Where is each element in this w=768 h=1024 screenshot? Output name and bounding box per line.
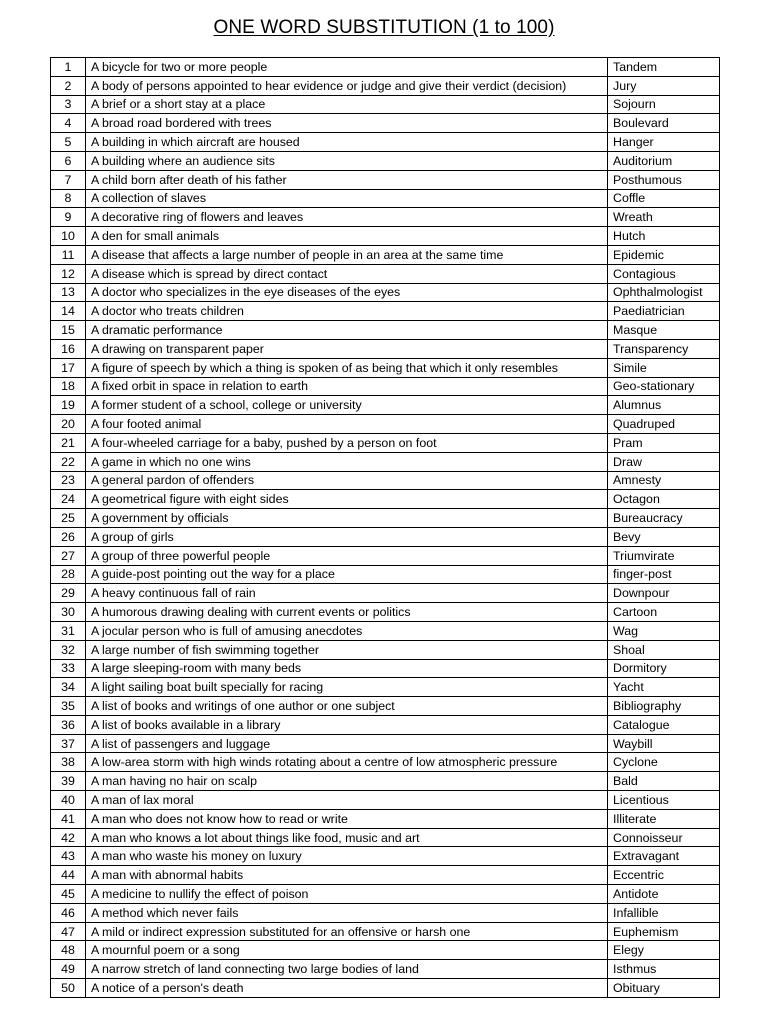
row-number: 11 — [51, 245, 86, 264]
table-row — [51, 922, 720, 941]
row-definition: A child born after death of his father — [86, 170, 608, 189]
table-row — [51, 339, 720, 358]
row-number: 40 — [51, 791, 86, 810]
row-number: 37 — [51, 734, 86, 753]
row-definition: A jocular person who is full of amusing anecdotes — [86, 621, 608, 640]
row-definition: A four-wheeled carriage for a baby, pushed by a person on foot — [86, 433, 608, 452]
row-definition: A man having no hair on scalp — [86, 772, 608, 791]
row-word: Contagious — [608, 264, 720, 283]
row-definition: A collection of slaves — [86, 189, 608, 208]
row-number: 21 — [51, 433, 86, 452]
table-row — [51, 734, 720, 753]
row-word: Bald — [608, 772, 720, 791]
row-definition: A general pardon of offenders — [86, 471, 608, 490]
row-definition: A game in which no one wins — [86, 452, 608, 471]
row-definition: A large number of fish swimming together — [86, 640, 608, 659]
row-definition: A group of three powerful people — [86, 546, 608, 565]
row-definition: A decorative ring of flowers and leaves — [86, 208, 608, 227]
row-word: Euphemism — [608, 922, 720, 941]
row-number: 10 — [51, 227, 86, 246]
row-number: 23 — [51, 471, 86, 490]
row-number: 48 — [51, 941, 86, 960]
row-definition: A brief or a short stay at a place — [86, 95, 608, 114]
row-number: 27 — [51, 546, 86, 565]
table-row — [51, 678, 720, 697]
table-row — [51, 809, 720, 828]
row-number: 3 — [51, 95, 86, 114]
row-number: 34 — [51, 678, 86, 697]
row-definition: A mild or indirect expression substituted for an offensive or harsh one — [86, 922, 608, 941]
row-word: Triumvirate — [608, 546, 720, 565]
table-row — [51, 753, 720, 772]
table-row — [51, 377, 720, 396]
table-row — [51, 114, 720, 133]
row-word: Wag — [608, 621, 720, 640]
table-row — [51, 433, 720, 452]
row-word: Masque — [608, 321, 720, 340]
row-definition: A mournful poem or a song — [86, 941, 608, 960]
row-definition: A man who knows a lot about things like food, music and art — [86, 828, 608, 847]
table-row — [51, 490, 720, 509]
row-number: 36 — [51, 715, 86, 734]
row-word: Hutch — [608, 227, 720, 246]
row-word: Cyclone — [608, 753, 720, 772]
row-definition: A man who waste his money on luxury — [86, 847, 608, 866]
row-definition: A light sailing boat built specially for racing — [86, 678, 608, 697]
row-number: 25 — [51, 509, 86, 528]
row-number: 8 — [51, 189, 86, 208]
document-title: ONE WORD SUBSTITUTION (1 to 100) — [213, 17, 555, 38]
row-definition: A medicine to nullify the effect of poison — [86, 885, 608, 904]
row-number: 39 — [51, 772, 86, 791]
row-definition: A list of passengers and luggage — [86, 734, 608, 753]
row-number: 14 — [51, 302, 86, 321]
row-word: finger-post — [608, 565, 720, 584]
table-row — [51, 509, 720, 528]
row-number: 47 — [51, 922, 86, 941]
row-definition: A building where an audience sits — [86, 151, 608, 170]
row-definition: A geometrical figure with eight sides — [86, 490, 608, 509]
row-word: Transparency — [608, 339, 720, 358]
row-number: 4 — [51, 114, 86, 133]
table-row — [51, 640, 720, 659]
row-number: 35 — [51, 697, 86, 716]
row-number: 6 — [51, 151, 86, 170]
row-definition: A den for small animals — [86, 227, 608, 246]
row-definition: A government by officials — [86, 509, 608, 528]
row-definition: A disease which is spread by direct contact — [86, 264, 608, 283]
row-word: Bevy — [608, 527, 720, 546]
table-row — [51, 245, 720, 264]
row-word: Connoisseur — [608, 828, 720, 847]
row-number: 38 — [51, 753, 86, 772]
row-word: Hanger — [608, 133, 720, 152]
row-definition: A doctor who treats children — [86, 302, 608, 321]
table-row — [51, 151, 720, 170]
row-word: Antidote — [608, 885, 720, 904]
table-row — [51, 603, 720, 622]
row-word: Posthumous — [608, 170, 720, 189]
row-word: Extravagant — [608, 847, 720, 866]
row-word: Amnesty — [608, 471, 720, 490]
table-row — [51, 95, 720, 114]
row-definition: A figure of speech by which a thing is spoken of as being that which it only resembles — [86, 358, 608, 377]
row-definition: A dramatic performance — [86, 321, 608, 340]
row-word: Auditorium — [608, 151, 720, 170]
row-word: Bibliography — [608, 697, 720, 716]
table-row — [51, 791, 720, 810]
row-word: Isthmus — [608, 960, 720, 979]
table-row — [51, 584, 720, 603]
table-row — [51, 941, 720, 960]
row-word: Jury — [608, 76, 720, 95]
row-word: Wreath — [608, 208, 720, 227]
row-number: 31 — [51, 621, 86, 640]
row-word: Elegy — [608, 941, 720, 960]
table-row — [51, 358, 720, 377]
row-definition: A narrow stretch of land connecting two large bodies of land — [86, 960, 608, 979]
row-word: Octagon — [608, 490, 720, 509]
table-row — [51, 885, 720, 904]
table-row — [51, 170, 720, 189]
row-number: 12 — [51, 264, 86, 283]
row-definition: A method which never fails — [86, 903, 608, 922]
row-number: 44 — [51, 866, 86, 885]
row-number: 41 — [51, 809, 86, 828]
row-word: Geo-stationary — [608, 377, 720, 396]
table-row — [51, 527, 720, 546]
row-word: Bureaucracy — [608, 509, 720, 528]
table-row — [51, 76, 720, 95]
row-number: 24 — [51, 490, 86, 509]
row-number: 42 — [51, 828, 86, 847]
row-definition: A man who does not know how to read or write — [86, 809, 608, 828]
table-row — [51, 227, 720, 246]
table-row — [51, 58, 720, 77]
table-row — [51, 715, 720, 734]
row-word: Cartoon — [608, 603, 720, 622]
row-word: Simile — [608, 358, 720, 377]
table-row — [51, 452, 720, 471]
row-word: Ophthalmologist — [608, 283, 720, 302]
row-number: 30 — [51, 603, 86, 622]
row-definition: A four footed animal — [86, 415, 608, 434]
row-number: 17 — [51, 358, 86, 377]
row-definition: A body of persons appointed to hear evidence or judge and give their verdict (decision) — [86, 76, 608, 95]
table-row — [51, 283, 720, 302]
table-row — [51, 621, 720, 640]
table-row — [51, 659, 720, 678]
table-row — [51, 396, 720, 415]
row-definition: A doctor who specializes in the eye diseases of the eyes — [86, 283, 608, 302]
row-definition: A bicycle for two or more people — [86, 58, 608, 77]
row-definition: A humorous drawing dealing with current events or politics — [86, 603, 608, 622]
row-word: Downpour — [608, 584, 720, 603]
row-definition: A man of lax moral — [86, 791, 608, 810]
row-definition: A guide-post pointing out the way for a place — [86, 565, 608, 584]
row-word: Shoal — [608, 640, 720, 659]
row-definition: A former student of a school, college or university — [86, 396, 608, 415]
table-row — [51, 321, 720, 340]
row-definition: A disease that affects a large number of people in an area at the same time — [86, 245, 608, 264]
row-word: Illiterate — [608, 809, 720, 828]
row-definition: A fixed orbit in space in relation to earth — [86, 377, 608, 396]
row-number: 13 — [51, 283, 86, 302]
row-word: Waybill — [608, 734, 720, 753]
row-definition: A broad road bordered with trees — [86, 114, 608, 133]
row-number: 20 — [51, 415, 86, 434]
row-word: Sojourn — [608, 95, 720, 114]
row-number: 7 — [51, 170, 86, 189]
table-row — [51, 903, 720, 922]
row-number: 33 — [51, 659, 86, 678]
row-definition: A man with abnormal habits — [86, 866, 608, 885]
row-word: Obituary — [608, 979, 720, 998]
table-row — [51, 302, 720, 321]
substitution-table — [50, 57, 720, 998]
row-number: 50 — [51, 979, 86, 998]
row-word: Alumnus — [608, 396, 720, 415]
row-definition: A notice of a person's death — [86, 979, 608, 998]
row-word: Eccentric — [608, 866, 720, 885]
table-row — [51, 471, 720, 490]
row-number: 29 — [51, 584, 86, 603]
row-number: 5 — [51, 133, 86, 152]
row-number: 18 — [51, 377, 86, 396]
table-row — [51, 697, 720, 716]
row-definition: A list of books and writings of one author or one subject — [86, 697, 608, 716]
row-number: 26 — [51, 527, 86, 546]
row-number: 46 — [51, 903, 86, 922]
row-word: Epidemic — [608, 245, 720, 264]
table-body — [51, 58, 720, 998]
row-number: 15 — [51, 321, 86, 340]
row-definition: A heavy continuous fall of rain — [86, 584, 608, 603]
row-number: 9 — [51, 208, 86, 227]
row-word: Pram — [608, 433, 720, 452]
table-row — [51, 133, 720, 152]
table-row — [51, 415, 720, 434]
row-number: 28 — [51, 565, 86, 584]
table-row — [51, 828, 720, 847]
row-definition: A low-area storm with high winds rotating about a centre of low atmospheric pressure — [86, 753, 608, 772]
table-row — [51, 208, 720, 227]
row-number: 19 — [51, 396, 86, 415]
row-number: 32 — [51, 640, 86, 659]
row-number: 16 — [51, 339, 86, 358]
row-number: 1 — [51, 58, 86, 77]
row-word: Yacht — [608, 678, 720, 697]
row-definition: A group of girls — [86, 527, 608, 546]
table-row — [51, 546, 720, 565]
row-word: Boulevard — [608, 114, 720, 133]
table-row — [51, 960, 720, 979]
table-row — [51, 979, 720, 998]
row-word: Catalogue — [608, 715, 720, 734]
table-row — [51, 866, 720, 885]
row-word: Paediatrician — [608, 302, 720, 321]
row-number: 2 — [51, 76, 86, 95]
table-row — [51, 772, 720, 791]
row-word: Quadruped — [608, 415, 720, 434]
table-row — [51, 847, 720, 866]
table-row — [51, 565, 720, 584]
row-definition: A large sleeping-room with many beds — [86, 659, 608, 678]
table-row — [51, 264, 720, 283]
row-definition: A drawing on transparent paper — [86, 339, 608, 358]
row-number: 22 — [51, 452, 86, 471]
row-word: Coffle — [608, 189, 720, 208]
row-word: Draw — [608, 452, 720, 471]
row-number: 43 — [51, 847, 86, 866]
row-word: Infallible — [608, 903, 720, 922]
row-word: Dormitory — [608, 659, 720, 678]
row-number: 49 — [51, 960, 86, 979]
row-word: Licentious — [608, 791, 720, 810]
row-word: Tandem — [608, 58, 720, 77]
row-number: 45 — [51, 885, 86, 904]
row-definition: A list of books available in a library — [86, 715, 608, 734]
row-definition: A building in which aircraft are housed — [86, 133, 608, 152]
table-row — [51, 189, 720, 208]
